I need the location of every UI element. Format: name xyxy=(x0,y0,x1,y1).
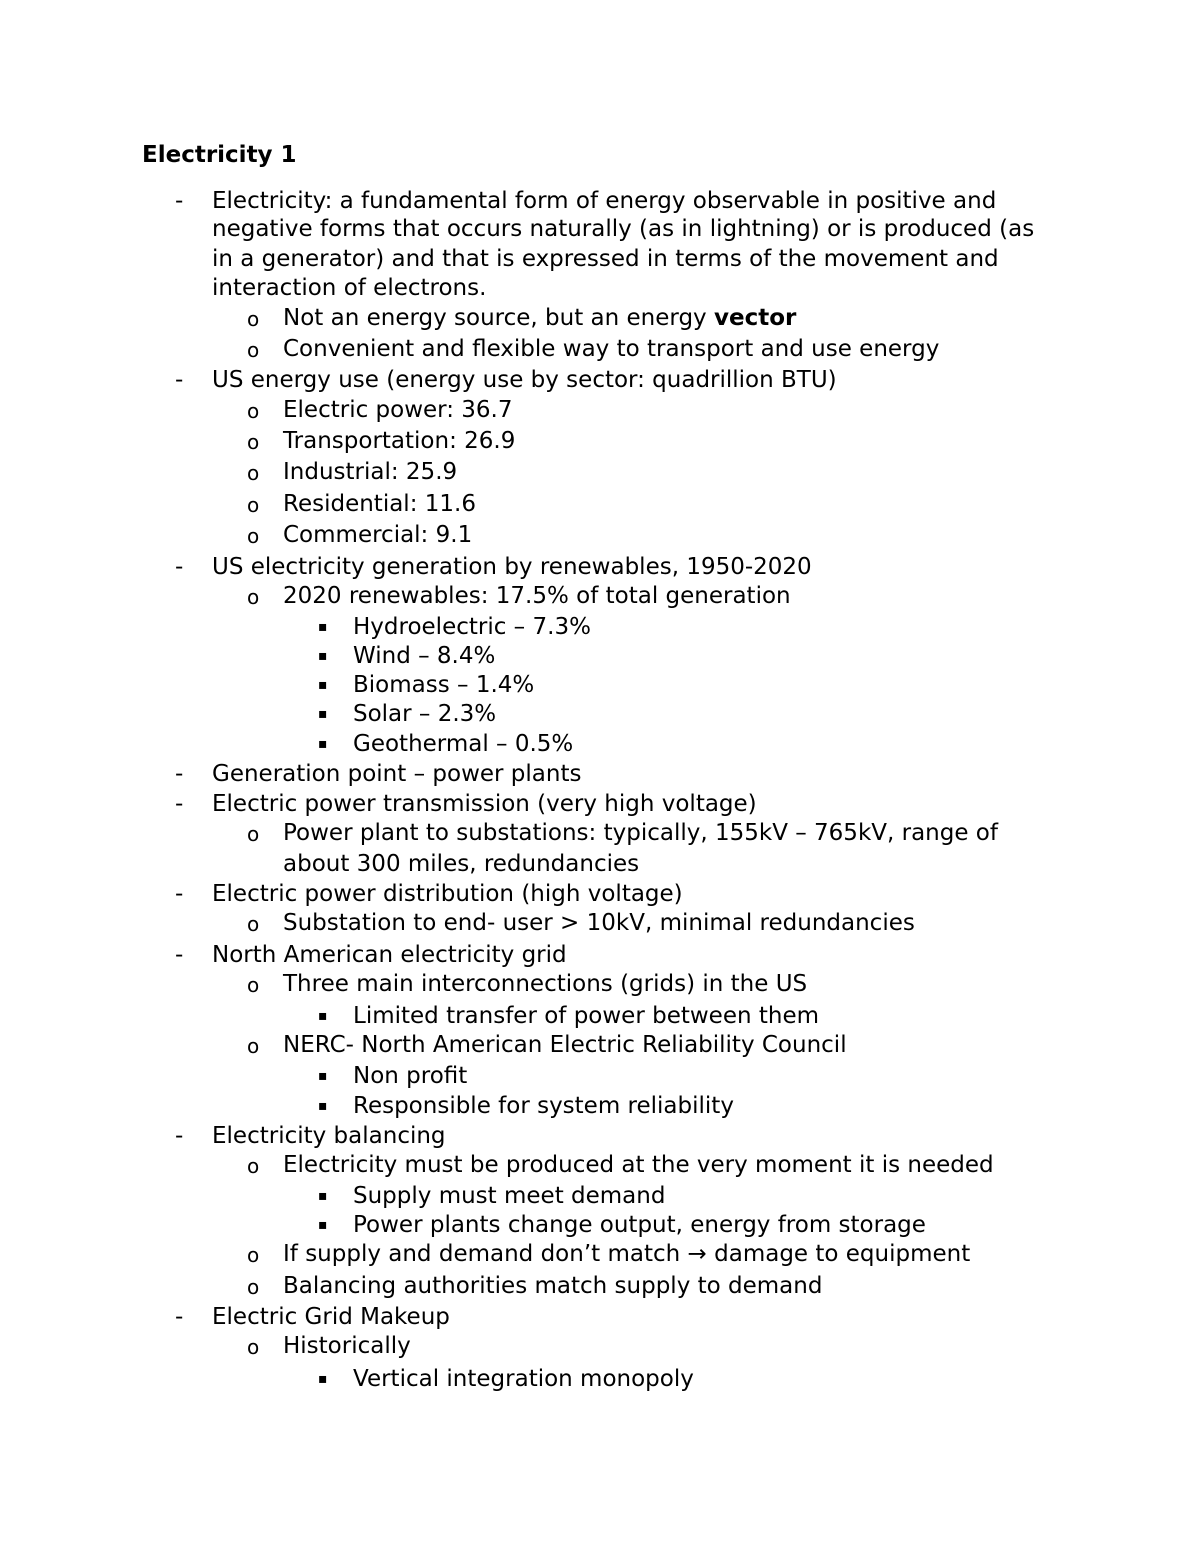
list-item: Non profit xyxy=(353,1063,468,1089)
list-item: Hydroelectric – 7.3% xyxy=(353,614,591,640)
bullet-square: ▪ xyxy=(318,1098,328,1114)
definition-line-3: in a generator) and that is expressed in terms of the movement and xyxy=(212,246,999,272)
bullet-circle: o xyxy=(247,493,260,517)
bullet-square: ▪ xyxy=(318,1371,328,1387)
list-item: Electric power transmission (very high voltage) xyxy=(212,791,757,817)
list-item: Limited transfer of power between them xyxy=(353,1003,820,1029)
list-item: Electricity balancing xyxy=(212,1123,446,1149)
bullet-circle: o xyxy=(247,1154,260,1178)
bullet-dash: - xyxy=(175,881,184,907)
bullet-circle: o xyxy=(247,1275,260,1299)
list-item: Commercial: 9.1 xyxy=(283,522,473,548)
bullet-circle: o xyxy=(247,822,260,846)
definition-line-1: Electricity: a fundamental form of energy observable in positive and xyxy=(212,188,997,214)
list-item: Vertical integration monopoly xyxy=(353,1366,694,1392)
list-item: Three main interconnections (grids) in the US xyxy=(283,971,808,997)
bullet-circle: o xyxy=(247,524,260,548)
list-item: Supply must meet demand xyxy=(353,1183,666,1209)
list-item-text: damage to equipment xyxy=(706,1241,971,1267)
bullet-square: ▪ xyxy=(318,677,328,693)
bullet-circle: o xyxy=(247,1243,260,1267)
bullet-circle: o xyxy=(247,461,260,485)
bullet-dash: - xyxy=(175,367,184,393)
definition-line-2: negative forms that occurs naturally (as in lightning) or is produced (as xyxy=(212,216,1035,242)
bullet-square: ▪ xyxy=(318,619,328,635)
arrow-right-icon: → xyxy=(687,1241,707,1267)
list-item: Historically xyxy=(283,1333,411,1359)
list-item: Substation to end- user > 10kV, minimal redundancies xyxy=(283,910,915,936)
bullet-circle: o xyxy=(247,585,260,609)
bullet-circle: o xyxy=(247,1335,260,1359)
bullet-circle: o xyxy=(247,307,260,331)
bullet-square: ▪ xyxy=(318,706,328,722)
list-item: Geothermal – 0.5% xyxy=(353,731,574,757)
list-item: Balancing authorities match supply to demand xyxy=(283,1273,823,1299)
list-item: 2020 renewables: 17.5% of total generation xyxy=(283,583,791,609)
bullet-square: ▪ xyxy=(318,648,328,664)
bullet-square: ▪ xyxy=(318,1217,328,1233)
list-item: Generation point – power plants xyxy=(212,761,582,787)
definition-line-4: interaction of electrons. xyxy=(212,275,487,301)
list-item: Solar – 2.3% xyxy=(353,701,497,727)
bullet-circle: o xyxy=(247,430,260,454)
bullet-dash: - xyxy=(175,1123,184,1149)
bullet-circle: o xyxy=(247,1034,260,1058)
list-item: North American electricity grid xyxy=(212,942,567,968)
list-item: Transportation: 26.9 xyxy=(283,428,516,454)
bullet-dash: - xyxy=(175,554,184,580)
list-item xyxy=(283,1239,970,1269)
bullet-circle: o xyxy=(247,338,260,362)
list-item: Wind – 8.4% xyxy=(353,643,496,669)
list-item: Convenient and flexible way to transport and use energy xyxy=(283,336,940,362)
bullet-circle: o xyxy=(247,973,260,997)
bullet-square: ▪ xyxy=(318,1188,328,1204)
list-item: Responsible for system reliability xyxy=(353,1093,734,1119)
bullet-dash: - xyxy=(175,1304,184,1330)
list-item-text: If supply and demand don’t match xyxy=(283,1241,688,1267)
list-item: Electricity must be produced at the very moment it is needed xyxy=(283,1152,994,1178)
list-item: US electricity generation by renewables, 1950-2020 xyxy=(212,554,812,580)
bullet-dash: - xyxy=(175,188,184,214)
bullet-square: ▪ xyxy=(318,736,328,752)
list-item: Electric power: 36.7 xyxy=(283,397,513,423)
list-item: Residential: 11.6 xyxy=(283,491,476,517)
list-item: Power plants change output, energy from storage xyxy=(353,1212,926,1238)
list-item: Power plant to substations: typically, 155kV – 765kV, range of xyxy=(283,820,998,846)
bullet-square: ▪ xyxy=(318,1008,328,1024)
list-item xyxy=(283,303,796,333)
bullet-dash: - xyxy=(175,942,184,968)
page-title: Electricity 1 xyxy=(142,142,297,168)
list-item-text: Not an energy source, but an energy xyxy=(283,305,714,331)
bullet-dash: - xyxy=(175,791,184,817)
list-item: US energy use (energy use by sector: quadrillion BTU) xyxy=(212,367,837,393)
list-item: Biomass – 1.4% xyxy=(353,672,535,698)
bullet-circle: o xyxy=(247,399,260,423)
bullet-square: ▪ xyxy=(318,1068,328,1084)
bullet-dash: - xyxy=(175,761,184,787)
list-item: Electric Grid Makeup xyxy=(212,1304,450,1330)
list-item: Electric power distribution (high voltage) xyxy=(212,881,683,907)
list-item: Industrial: 25.9 xyxy=(283,459,458,485)
list-item: NERC- North American Electric Reliability Council xyxy=(283,1032,847,1058)
bold-term: vector xyxy=(713,305,797,331)
bullet-circle: o xyxy=(247,912,260,936)
list-item-continued: about 300 miles, redundancies xyxy=(283,851,640,877)
